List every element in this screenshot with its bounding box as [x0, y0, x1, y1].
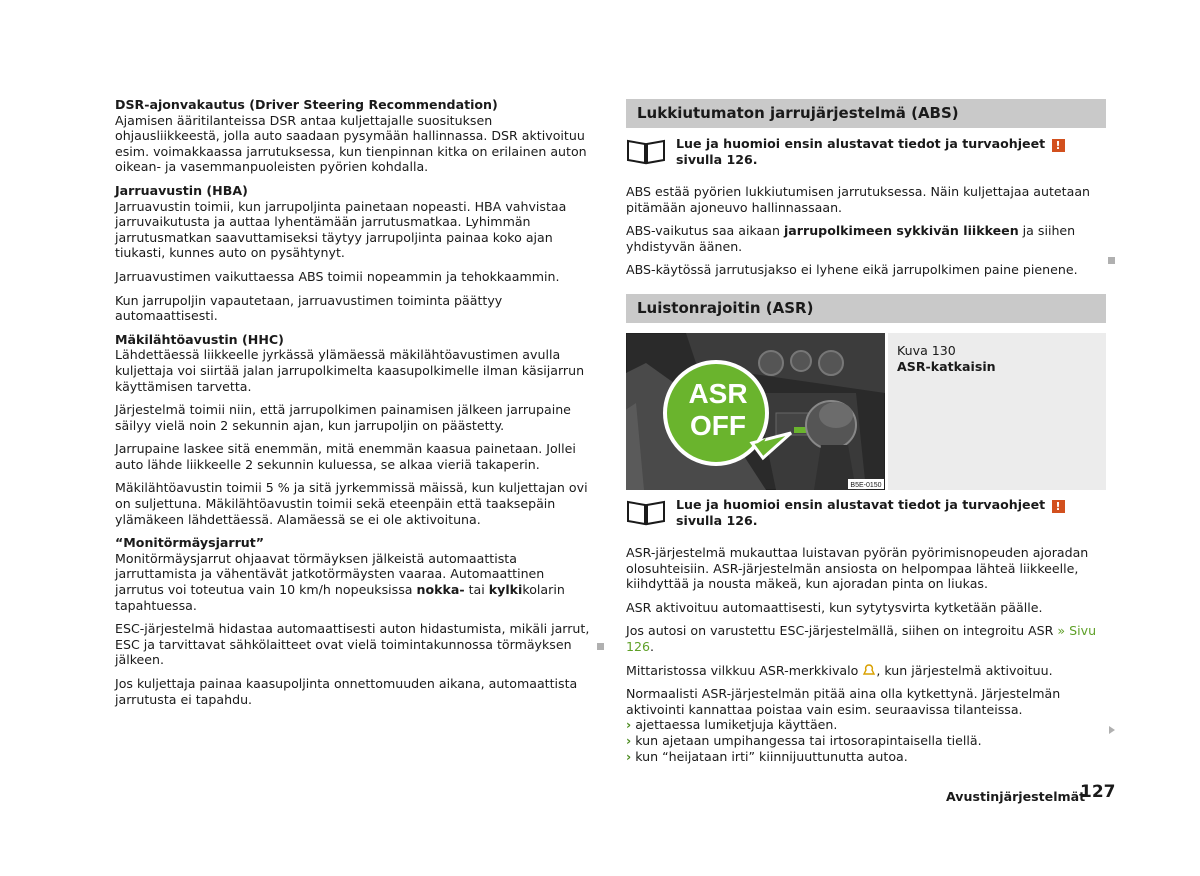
abs-text-3: ABS-käytössä jarrutusjakso ei lyhene eikä jarrupolkimen paine pienene.	[626, 262, 1078, 278]
hhc-text-1: Lähdettäessä liikkeelle jyrkässä ylämäessä mäkilähtöavustimen avulla kuljettaja voi siirtää jalan jarrupolkimelta kaasupolkimelle ilman käsijarrun käyttämisen tarvetta.	[115, 347, 585, 394]
figure-code: B5E-0150	[850, 481, 882, 489]
abs-note-b: sivulla 126.	[676, 152, 758, 167]
hhc-text-4: Mäkilähtöavustin toimii 5 % ja sitä jyrkemmissä mäissä, kun kuljettajan ovi on suljettuna. Mäkilähtöavustin toimii sekä eteenpäin että taaksepäin ylämäkeen lähdettäessä. Alamäessä se ei ole aktivoituna.	[115, 480, 588, 527]
hba-text-3: Kun jarrupoljin vapautetaan, jarruavustimen toiminta päättyy automaattisesti.	[115, 292, 503, 324]
asr-switch-photo	[626, 333, 885, 490]
mkb-text-1a: Monitörmäysjarrut ohjaavat törmäyksen jälkeistä automaattista jarruttamista ja vähentävät jatkotörmäysten vaaraa. Automaattinen jarrutus voi toteutua vain 10 km/h nopeuksissa	[115, 550, 545, 598]
right-column	[626, 99, 1106, 764]
asr-note-b: sivulla 126.	[676, 512, 758, 528]
bullet-text: kun “heijataan irti” kiinnijuuttunutta autoa.	[635, 748, 908, 764]
bullet-arrow-icon: ›	[626, 732, 632, 748]
asr-text-2: ASR aktivoituu automaattisesti, kun sytytysvirta kytketään päälle.	[626, 599, 1043, 615]
page-link[interactable]: » Sivu 126	[626, 623, 1097, 654]
abs-safety-note	[626, 134, 1106, 170]
asr-note-a: Lue ja huomioi ensin alustavat tiedot ja turvaohjeet	[676, 496, 1046, 512]
bullet-item	[626, 717, 1106, 733]
dsr-title: DSR-ajonvakautus (Driver Steering Recommendation)	[115, 97, 498, 112]
abs-text-1: ABS estää pyörien lukkiutumisen jarrutuksessa. Näin kuljettajaa autetaan pitämään ajoneuvo hallinnassaan.	[626, 184, 1091, 215]
asr-safety-note	[626, 495, 1106, 531]
left-column	[115, 97, 597, 715]
bullet-arrow-icon: ›	[626, 748, 632, 764]
book-icon	[626, 498, 666, 526]
asr-text-3	[626, 623, 1106, 654]
mkb-text-1b: nokka-	[416, 582, 465, 598]
hba-text-2: Jarruavustimen vaikuttaessa ABS toimii nopeammin ja tehokkaammin.	[115, 268, 560, 284]
dsr-text: Ajamisen ääritilanteissa DSR antaa kuljettajalle suosituksen ohjausliikkeestä, jolla auto saadaan pysymään hallinnassa. DSR aktivoituu esim. voimakkaassa jarrutuksessa, kun tienpinnan kitka on erilainen auton oikean- ja vasemmanpuoleisten pyörien kohdalla.	[115, 112, 587, 175]
end-of-section-marker	[1108, 257, 1115, 264]
abs-text-2c: ja siihen yhdistyvän äänen.	[626, 223, 1076, 254]
asr-warning-light-icon	[862, 664, 876, 676]
warning-icon: !	[1052, 500, 1065, 513]
abs-text-2	[626, 223, 1106, 254]
asr-text-1: ASR-järjestelmä mukauttaa luistavan pyörän pyörimisnopeuden ajoradan olosuhteisiin. ASR-järjestelmän ansiosta on helpompaa lähteä liikkeelle, kiihdyttää ja nousta mäkeä, kun ajoradan pinta on liukas.	[626, 544, 1089, 592]
abs-note-a: Lue ja huomioi ensin alustavat tiedot ja turvaohjeet	[676, 136, 1046, 151]
asr-figure	[626, 333, 1106, 491]
mkb-text-1e: kolarin tapahtuessa.	[115, 582, 565, 613]
figure-number: Kuva 130	[897, 342, 956, 358]
hhc-text-3: Jarrupaine laskee sitä enemmän, mitä enemmän kaasua painetaan. Jollei auto lähde liikkeelle 2 sekunnin kuluessa, se alkaa vieriä takaperin.	[115, 441, 576, 472]
asr-badge-line2: OFF	[690, 409, 746, 441]
asr-badge-line1: ASR	[688, 377, 748, 409]
book-icon	[626, 137, 666, 165]
abs-text-2a: ABS-vaikutus saa aikaan	[626, 223, 784, 239]
figure-title: ASR-katkaisin	[897, 358, 996, 374]
end-of-section-marker	[597, 643, 604, 650]
continue-arrow-icon	[1108, 726, 1116, 734]
asr-note-text	[676, 497, 1106, 529]
warning-icon: !	[1052, 139, 1065, 152]
asr-text-3a: Jos autosi on varustettu ESC-järjestelmällä, siihen on integroitu ASR	[626, 623, 1058, 639]
bullet-item	[626, 749, 1106, 765]
hba-title: Jarruavustin (HBA)	[115, 182, 248, 198]
hhc-text-2: Järjestelmä toimii niin, että jarrupolkimen painamisen jälkeen jarrupaine säilyy vielä noin 2 sekunnin ajan, kun jarrupoljin on päästetty.	[115, 402, 571, 433]
bullet-arrow-icon: ›	[626, 717, 632, 733]
figure-caption	[888, 333, 1106, 490]
abs-note-text	[676, 136, 1106, 168]
asr-text-3b: .	[650, 638, 655, 654]
asr-text-4b: , kun järjestelmä aktivoituu.	[876, 662, 1053, 678]
page-number: 127	[1080, 782, 1116, 802]
bullet-item	[626, 733, 1106, 749]
mkb-text-2: ESC-järjestelmä hidastaa automaattisesti auton hidastumista, mikäli jarrut, ESC ja tarvittavat sähkölaitteet ovat vielä toimintakunnossa törmäyksen jälkeen.	[115, 621, 590, 668]
mkb-title: “Monitörmäysjarrut”	[115, 535, 265, 551]
hhc-title: Mäkilähtöavustin (HHC)	[115, 331, 284, 347]
mkb-text-3: Jos kuljettaja painaa kaasupoljinta onnettomuuden aikana, automaattista jarrutusta ei tapahdu.	[115, 676, 578, 707]
hba-text-1: Jarruavustin toimii, kun jarrupoljinta painetaan nopeasti. HBA vahvistaa jarruvaikutusta ja auttaa lyhentämään jarrutusmatkaa. Lyhimmän jarrutusmatkan saavuttamiseksi täytyy jarrupoljinta painaa koko ajan tiukasti, kunnes auto on pysähtynyt.	[115, 198, 567, 261]
abs-text-2b: jarrupolkimeen sykkivän liikkeen	[783, 223, 1019, 239]
bullet-text: kun ajetaan umpihangessa tai irtosorapintaisella tiellä.	[635, 732, 982, 748]
bullet-text: ajettaessa lumiketjuja käyttäen.	[635, 717, 838, 733]
asr-heading: Luistonrajoitin (ASR)	[626, 294, 1106, 323]
abs-heading: Lukkiutumaton jarrujärjestelmä (ABS)	[626, 99, 1106, 128]
mkb-text-1c: tai	[464, 582, 489, 598]
asr-text-4	[626, 663, 1106, 679]
asr-text-4a: Mittaristossa vilkkuu ASR-merkkivalo	[626, 662, 863, 678]
footer-section-name: Avustinjärjestelmät	[946, 789, 1086, 804]
mkb-text-1	[115, 551, 597, 613]
mkb-text-1d: kylki	[488, 582, 523, 598]
asr-text-5: Normaalisti ASR-järjestelmän pitää aina olla kytkettynä. Järjestelmän aktivointi kannattaa poistaa vain esim. seuraavissa tilanteissa.	[626, 686, 1061, 717]
